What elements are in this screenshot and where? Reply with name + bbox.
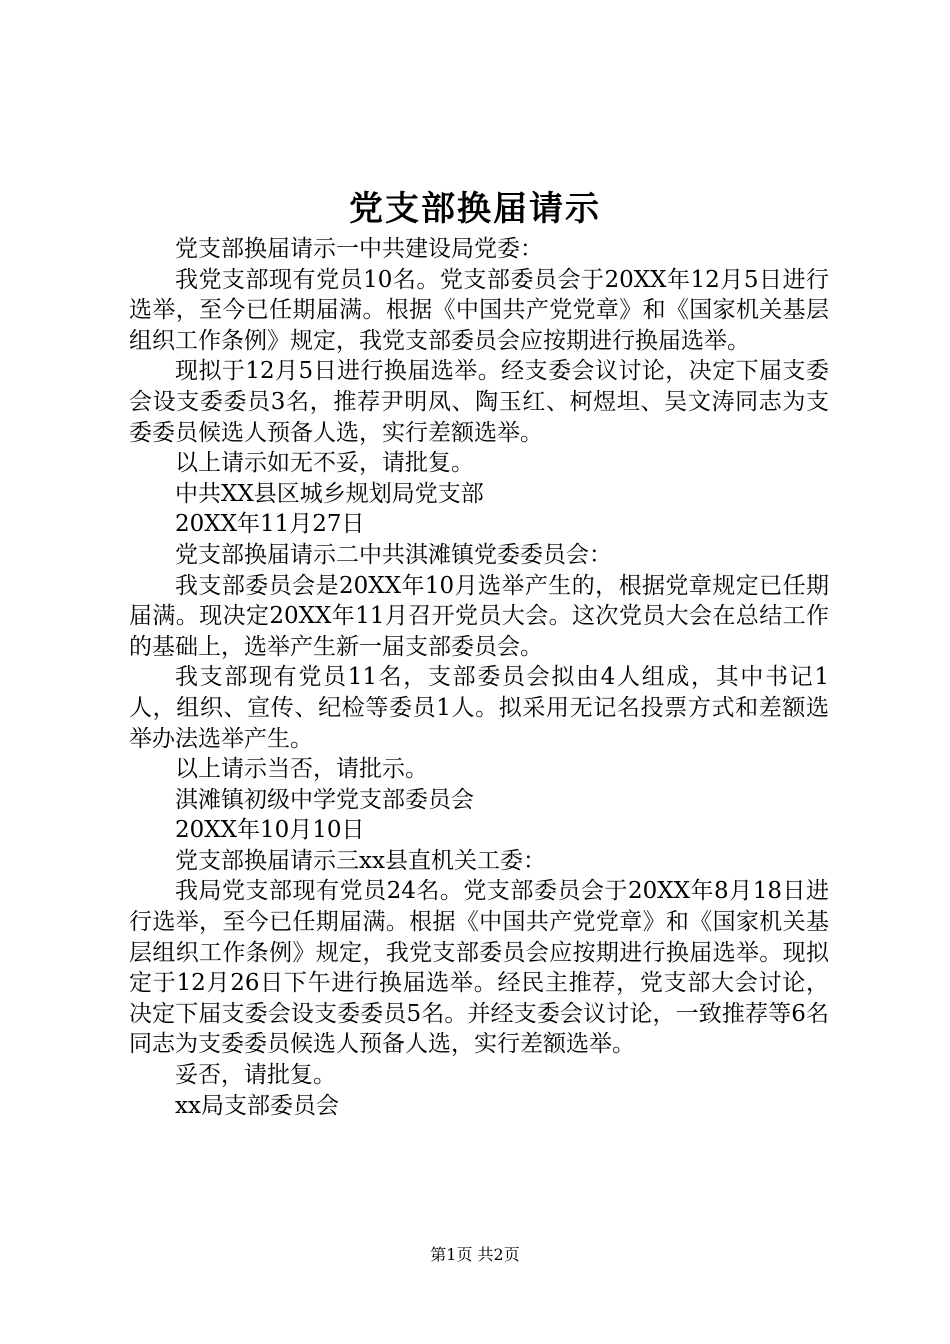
paragraph: 我支部委员会是20XX年10月选举产生的，根据党章规定已任期届满。现决定20XX年11月召开党员大会。这次党员大会在总结工作的基础上，选举产生新一届支部委员会。: [129, 572, 829, 660]
paragraph: 党支部换届请示二中共淇滩镇党委委员会：: [175, 541, 612, 568]
paragraph: 以上请示当否，请批示。: [175, 756, 428, 783]
paragraph: 中共XX县区城乡规划局党支部: [175, 480, 484, 507]
paragraph: 妥否，请批复。: [175, 1062, 336, 1089]
paragraph: 淇滩镇初级中学党支部委员会: [175, 786, 474, 813]
paragraph: 党支部换届请示一中共建设局党委：: [175, 236, 543, 262]
paragraph: 20XX年10月10日: [175, 817, 365, 844]
paragraph: 我党支部现有党员10名。党支部委员会于20XX年12月5日进行选举，至今已任期届满。根据《中国共产党党章》和《国家机关基层组织工作条例》规定，我党支部委员会应按期进行换届选举。: [129, 266, 829, 354]
paragraph: xx局支部委员会: [175, 1092, 339, 1119]
paragraph: 以上请示如无不妥，请批复。: [175, 450, 474, 477]
paragraph: 我局党支部现有党员24名。党支部委员会于20XX年8月18日进行选举，至今已任期届满。根据《中国共产党党章》和《国家机关基层组织工作条例》规定，我党支部委员会应按期进行换届选举。现拟定于12月26日下午进行换届选举。经民主推荐，党支部大会讨论，决定下届支委会设支委委员5名。并经支委会议讨论，一致推荐等6名同志为支委委员候选人预备人选，实行差额选举。: [129, 878, 829, 1058]
paragraph: 我支部现有党员11名，支部委员会拟由4人组成，其中书记1人，组织、宣传、纪检等委员1人。拟采用无记名投票方式和差额选举办法选举产生。: [129, 664, 829, 752]
paragraph: 20XX年11月27日: [175, 511, 365, 538]
document-body: [129, 234, 829, 1121]
paragraph: 党支部换届请示三xx县直机关工委：: [175, 847, 546, 874]
paragraph: 现拟于12月5日进行换届选举。经支委会议讨论，决定下届支委会设支委委员3名，推荐尹明凤、陶玉红、柯煜坦、吴文涛同志为支委委员候选人预备人选，实行差额选举。: [129, 358, 829, 446]
page-footer: 第1页 共2页: [430, 1245, 520, 1264]
document-title: 党支部换届请示: [349, 189, 601, 229]
